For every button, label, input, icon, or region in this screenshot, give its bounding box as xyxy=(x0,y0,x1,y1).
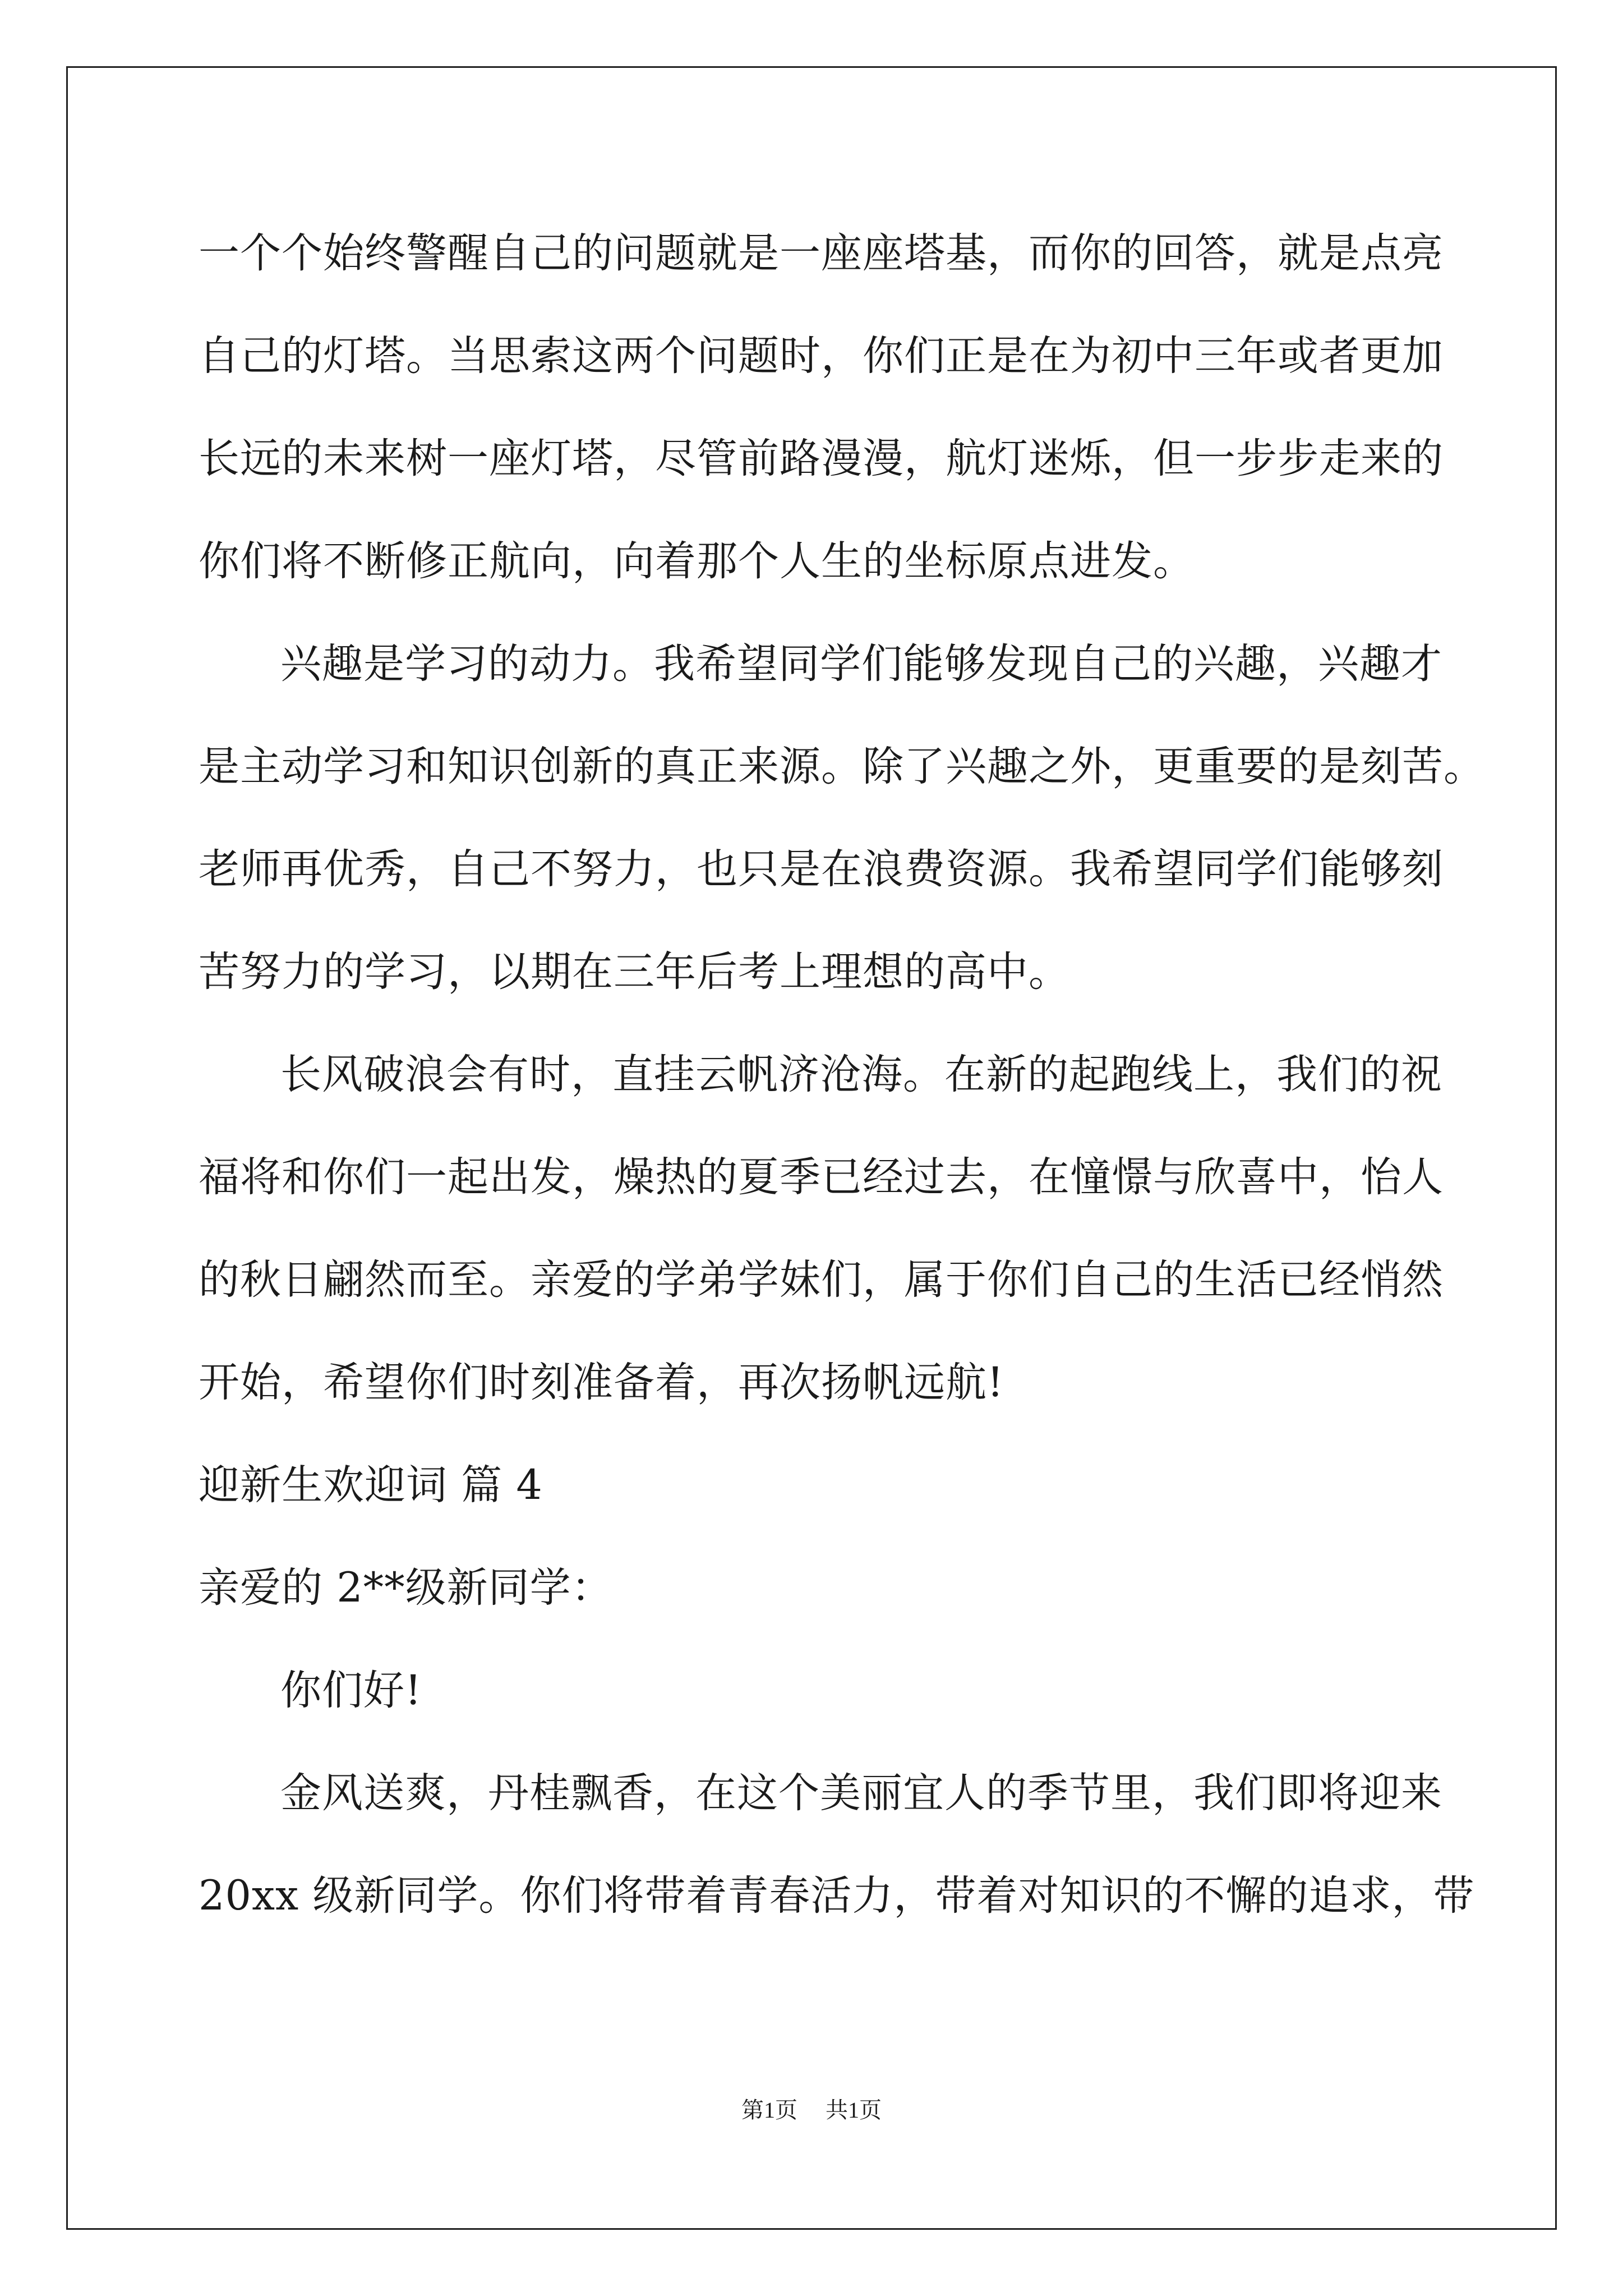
page-footer xyxy=(0,2093,1623,2127)
paragraph-line: 20xx 级新同学。你们将带着青春活力，带着对知识的不懈的追求，带 xyxy=(199,1872,1475,1920)
paragraph-line: 长远的未来树一座灯塔，尽管前路漫漫，航灯迷烁，但一步步走来的 xyxy=(199,435,1444,482)
document-body xyxy=(199,202,1485,1947)
paragraph-line: 开始，希望你们时刻准备着，再次扬帆远航! xyxy=(199,1359,1004,1406)
paragraph-line: 福将和你们一起出发，燥热的夏季已经过去，在憧憬与欣喜中，怡人 xyxy=(199,1153,1444,1201)
paragraph-line: 的秋日翩然而至。亲爱的学弟学妹们，属于你们自己的生活已经悄然 xyxy=(199,1256,1444,1304)
paragraph-line: 是主动学习和知识创新的真正来源。除了兴趣之外，更重要的是刻苦。 xyxy=(199,743,1485,790)
paragraph-line: 老师再优秀，自己不努力，也只是在浪费资源。我希望同学们能够刻 xyxy=(199,845,1444,893)
paragraph-line: 一个个始终警醒自己的问题就是一座座塔基，而你的回答，就是点亮 xyxy=(199,229,1444,277)
paragraph-line: 苦努力的学习，以期在三年后考上理想的高中。 xyxy=(199,948,1070,996)
paragraph-line: 你们将不断修正航向，向着那个人生的坐标原点进发。 xyxy=(199,537,1195,585)
greeting: 你们好! xyxy=(280,1667,422,1714)
paragraph-line: 长风破浪会有时，直挂云帆济沧海。在新的起跑线上，我们的祝 xyxy=(280,1051,1442,1098)
salutation: 亲爱的 2**级新同学： xyxy=(199,1564,613,1612)
page-total: 共1页 xyxy=(826,2097,882,2123)
paragraph-line: 金风送爽，丹桂飘香，在这个美丽宜人的季节里，我们即将迎来 xyxy=(280,1769,1442,1817)
paragraph-line: 兴趣是学习的动力。我希望同学们能够发现自己的兴趣，兴趣才 xyxy=(280,640,1442,688)
section-heading: 迎新生欢迎词 篇 4 xyxy=(199,1461,543,1509)
paragraph-line: 自己的灯塔。当思索这两个问题时，你们正是在为初中三年或者更加 xyxy=(199,332,1444,380)
page-number: 第1页 xyxy=(741,2097,797,2123)
